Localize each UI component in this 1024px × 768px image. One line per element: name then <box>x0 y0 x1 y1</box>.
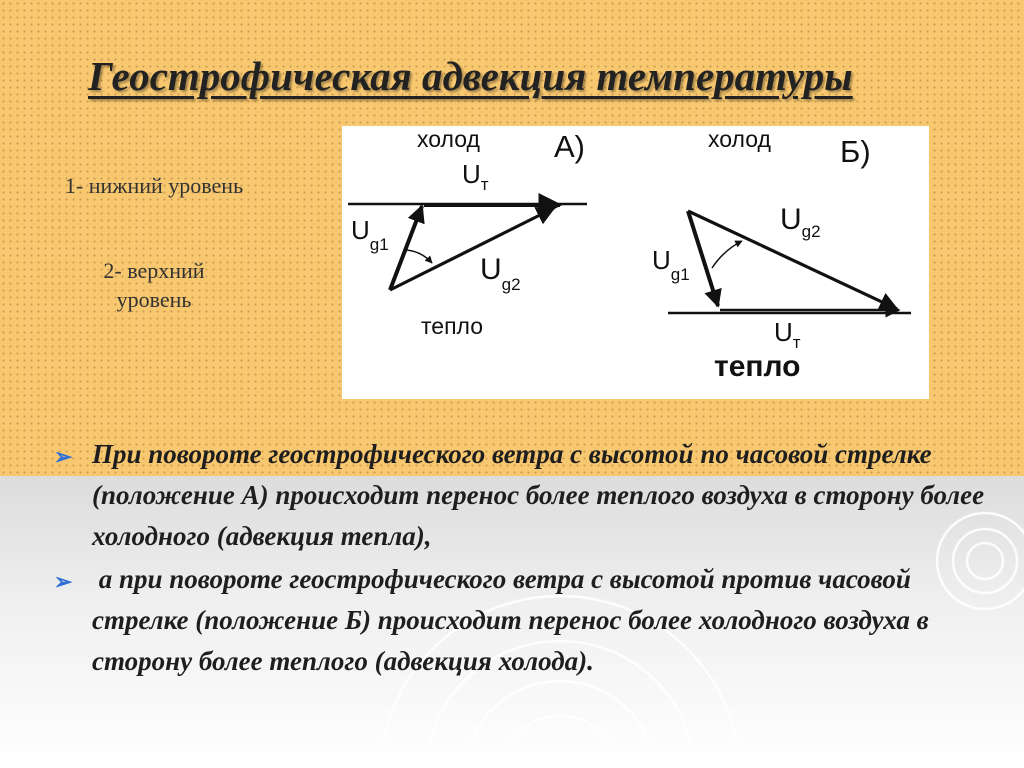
slide-title: Геострофическая адвекция температуры <box>88 53 853 99</box>
panel-a-ut-label: $U_т$ <box>462 159 489 194</box>
panel-a-cold-label: холод <box>417 126 480 152</box>
panel-a-letter: А) <box>554 129 585 164</box>
panel-b <box>652 126 911 383</box>
vector-diagram <box>342 126 929 399</box>
bullet-text: а при повороте геострофического ветра с высотой против часовой стрелке (положение Б) происходит перенос более холодного воздуха в сторону более теплого (адвекция холода). <box>92 564 936 676</box>
panel-b-letter: Б) <box>840 134 871 169</box>
legend-upper-level: 2- верхний уровень <box>103 258 205 312</box>
bullet-text: При повороте геострофического ветра с высотой по часовой стрелке (положение А) происходит перенос более теплого воздуха в сторону более холодного (адвекция тепла), <box>92 439 985 551</box>
panel-b-rotation-arc <box>712 241 742 268</box>
panel-b-ut-label: $U_т$ <box>774 317 801 352</box>
arrow-bullet-icon: ➢ <box>54 444 73 469</box>
panel-b-ug1-label: $U_{g1}$ <box>652 245 690 284</box>
bullet-warm-advection <box>52 434 1002 557</box>
panel-a <box>348 126 587 339</box>
panel-b-ug1-arrow <box>688 211 718 306</box>
panel-b-warm-label: тепло <box>714 350 801 383</box>
arrow-bullet-icon: ➢ <box>54 569 73 594</box>
panel-a-rotation-arc <box>404 250 432 263</box>
panel-a-ug2-label: $U_{g2}$ <box>480 253 521 294</box>
bullet-cold-advection <box>52 559 1002 682</box>
explanation-list <box>52 434 1002 682</box>
panel-b-ug2-label: $U_{g2}$ <box>780 203 821 241</box>
legend-lower-level: 1- нижний уровень <box>64 173 244 198</box>
panel-a-warm-label: тепло <box>421 313 483 339</box>
panel-b-cold-label: холод <box>708 126 771 152</box>
advection-diagram <box>342 126 929 399</box>
panel-a-ug1-label: $U_{g1}$ <box>351 215 389 254</box>
